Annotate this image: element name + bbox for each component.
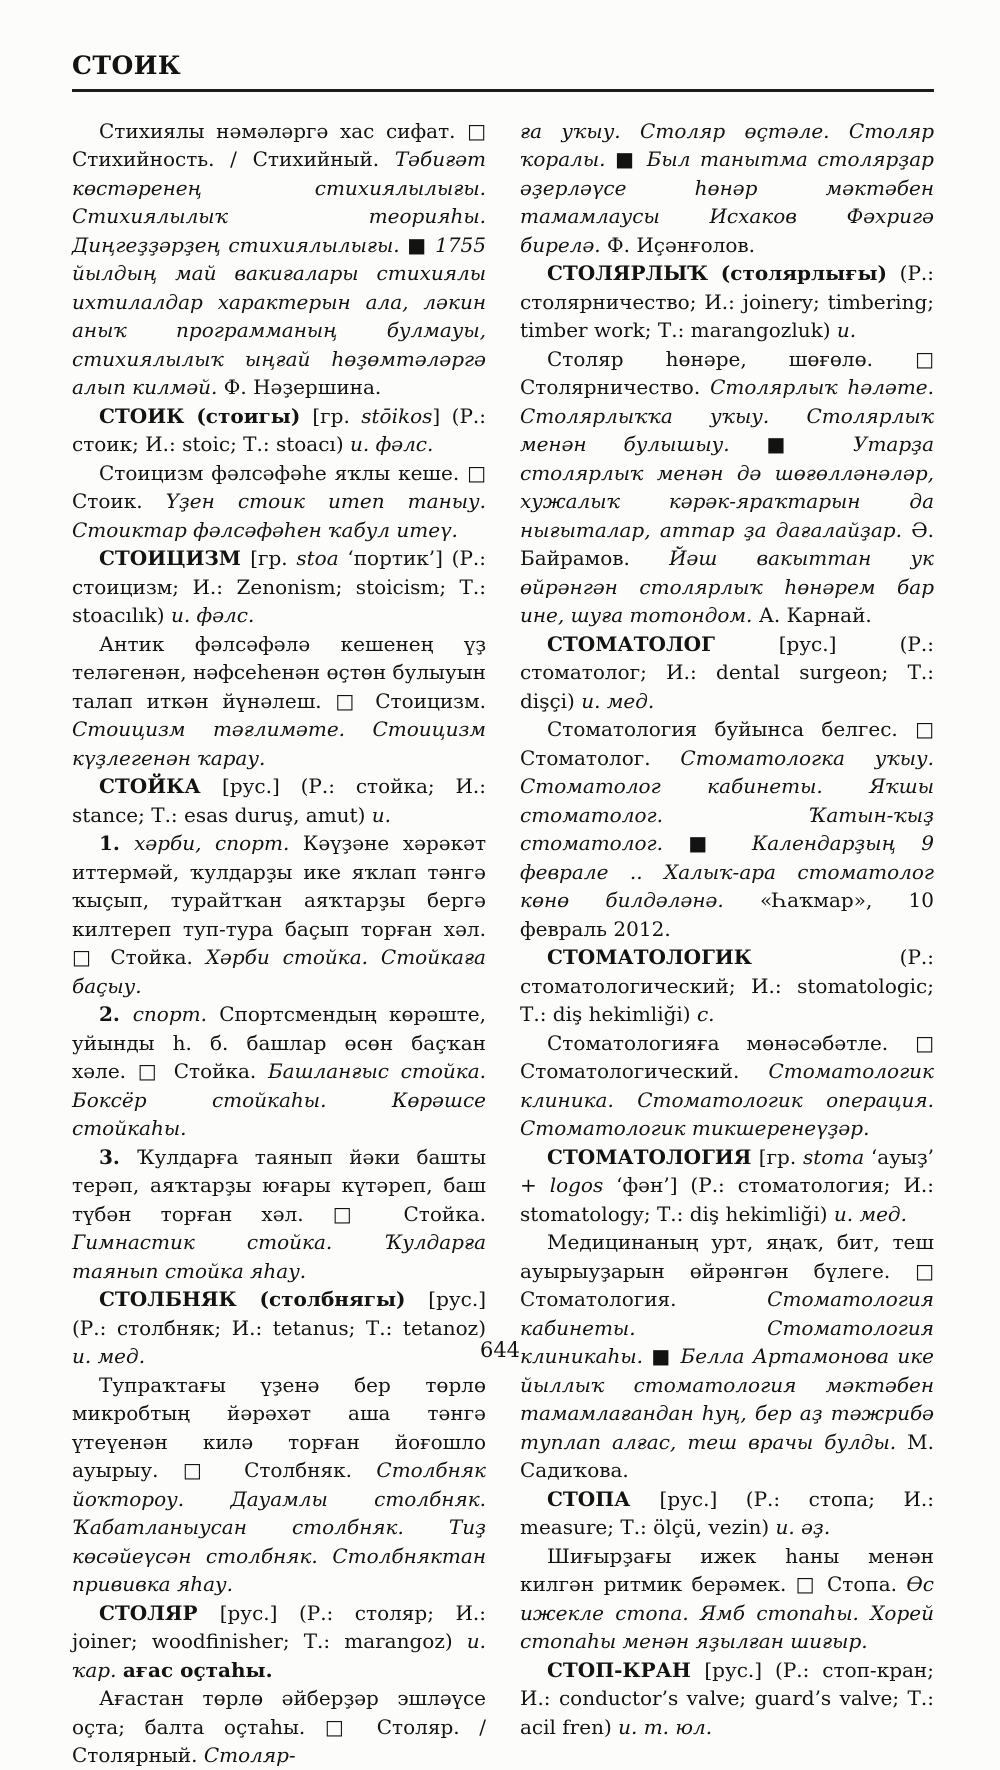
text-run: Столяр һөнәре, шөғөлө. □ Столярничество. bbox=[520, 346, 934, 399]
entry-stoika-sense-2 bbox=[72, 1000, 486, 1143]
entry-stolyar-definition bbox=[72, 1684, 486, 1770]
text-run: Тупраҡтағы үҙенә бер төрлө микробтың йәрәхәт аша тәнгә үтеүенән килә торған йоғошло ауырыу. □ Столбняк. bbox=[72, 1372, 486, 1482]
text-run: Стоматологка уҡыу. Стоматолог кабинеты. Яҡшы стоматолог. Ҡатын-ҡыҙ стоматолог. bbox=[520, 745, 934, 855]
entry-stoik-headword bbox=[72, 402, 486, 459]
entry-stomatolog-definition bbox=[520, 715, 934, 943]
text-run: 1755 йылдың май вакиғалары стихиялы ихтилалдар характерын ала, ләкин аныҡ программаның булмауы, стихиялылыҡ ыңғай һөҙөмтәләргә алып килмәй. bbox=[72, 232, 486, 399]
text-run: Утарҙа столярлыҡ менән дә шөғөлләнәләр, хужалыҡ кәрәк-яраҡтарын да нығыталар, аттар ҙа дағалайҙар. bbox=[520, 432, 934, 542]
entry-stomatologik-definition bbox=[520, 1029, 934, 1143]
text-run: Гимнастик стойка. Ҡулдарға таянып стойка яһау. bbox=[72, 1230, 486, 1283]
text-run: Столяр- bbox=[203, 1743, 296, 1767]
entry-stop-kran-headword bbox=[520, 1656, 934, 1742]
page-number: 644 bbox=[479, 1338, 521, 1362]
text-run: Йәш вакыттан ук өйрәнгән столярлыҡ һөнәрем бар ине, шуға тотондом. bbox=[520, 546, 934, 627]
text-run: Кәүҙәне хәрәкәт иттермәй, ҡулдарҙы ике яҡлап тәнгә ҡыҫып, турайтҡан аяҡтарҙы бергә килтереп туп-тура баҫып торған хәл. □ Стойка. bbox=[72, 831, 487, 969]
text-run: stoa bbox=[296, 546, 339, 570]
text-run: Был танытма столярҙар әҙерләүсе һөнәр мәктәбен тамамлаусы Исхаков Фәхригә бирелә. bbox=[520, 147, 934, 257]
text-run: Ағастан төрлө әйберҙәр эшләүсе оҫта; балта оҫтаһы. □ Столяр. / Столярный. bbox=[72, 1686, 486, 1767]
text-run: ] (Р.: стоик; И.: stoic; Т.: stoacı) bbox=[72, 403, 486, 456]
entry-stoika-sense-1 bbox=[72, 829, 486, 1000]
text-run: [рус.] (Р.: стопа; И.: measure; Т.: ölçü, vezin) bbox=[520, 1486, 934, 1539]
text-run: [рус.] (Р.: столяр; И.: joiner; woodfinisher; Т.: marangoz) bbox=[72, 1600, 487, 1653]
text-run: ■ bbox=[651, 1344, 681, 1368]
text-run: Спортсмендың көрәште, уйынды һ. б. башлар өсөн баҫҡан хәле. □ Стойка. bbox=[72, 1002, 486, 1083]
entry-stopa-headword bbox=[520, 1485, 934, 1542]
text-run: Стоматологияға мөнәсәбәтле. □ Стоматологический. bbox=[520, 1030, 934, 1083]
text-run: Хәрби стойка. Стойкаға баҫыу. bbox=[72, 945, 486, 998]
text-run: ‘ауыҙ’ + bbox=[520, 1144, 934, 1197]
entry-stolbnyak-definition bbox=[72, 1371, 486, 1599]
entry-stomatologiya-headword bbox=[520, 1143, 934, 1229]
text-run: и. мед. bbox=[833, 1201, 907, 1226]
text-run: ■ bbox=[407, 232, 436, 257]
text-run: Стоицизм тәғлимәте. Стоицизм күҙлегенән ҡарау. bbox=[72, 717, 486, 770]
text-run: Антик фәлсәфәлә кешенең үҙ теләгенән, нәфсеһенән өҫтөн булыуын талап иткән йүнәлеш. □ Стоицизм. bbox=[72, 631, 486, 713]
text-run: СТОПА bbox=[547, 1486, 660, 1511]
text-run: Календарҙың 9 феврале .. Халыҡ-ара стоматолог көнө билдәләнә. bbox=[520, 831, 934, 912]
text-run: СТОЛЯР bbox=[99, 1600, 220, 1625]
text-columns bbox=[72, 117, 934, 1770]
text-run: [рус.] (Р.: стоп-кран; И.: conductor’s valve; guard’s valve; Т.: acil fren) bbox=[520, 1657, 934, 1739]
entry-stoika-headword bbox=[72, 772, 486, 829]
text-run: СТОИЦИЗМ bbox=[99, 546, 251, 570]
text-run: Медицинаның урт, яңаҡ, бит, теш ауырыуҙарын өйрәнгән бүлеге. □ Стоматология. bbox=[520, 1230, 934, 1311]
text-run: ға уҡыу. Столяр өҫтәле. Столяр ҡоралы. bbox=[520, 118, 934, 171]
text-run: ■ bbox=[615, 147, 647, 171]
text-run: 1. bbox=[99, 831, 135, 855]
text-run: хәрби, спорт. bbox=[134, 831, 303, 855]
text-run: СТОМАТОЛОГ bbox=[547, 631, 779, 656]
header-rule bbox=[72, 89, 934, 92]
text-run: Стихиялы нәмәләргә хас сифат. □ Стихийность. / Стихийный. bbox=[72, 118, 486, 171]
text-run: М. Садиҡова. bbox=[520, 1429, 934, 1482]
text-run: Ә. Байрамов. bbox=[520, 517, 934, 570]
text-run: ■ bbox=[766, 432, 854, 456]
text-run: 3. bbox=[99, 1144, 137, 1169]
text-run: Ҡулдарға таянып йәки башты терәп, аяҡтарҙы юғары күтәреп, баш түбән торған хәл. □ Стойка. bbox=[72, 1144, 487, 1226]
text-run: 2. bbox=[99, 1002, 133, 1026]
text-run: Стоматологик клиника. Стоматологик операция. Стоматологик тикшеренеүҙәр. bbox=[520, 1059, 934, 1140]
entry-stomatolog-headword bbox=[520, 630, 934, 716]
text-run: [гр. bbox=[312, 403, 362, 428]
entry-stolyarlyk-definition bbox=[520, 345, 934, 630]
text-run: и. әҙ. bbox=[775, 1515, 831, 1539]
text-run: Ф. Нәҙершина. bbox=[223, 375, 382, 399]
right-column bbox=[520, 117, 934, 1770]
text-run: Столбняк йоҡтороу. Дауамлы столбняк. Ҡабатланыусан столбняк. Тиҙ көсәйеүсән столбняк. Столбняктан прививка яһау. bbox=[72, 1458, 486, 1596]
text-run: СТОЙКА bbox=[99, 774, 223, 798]
text-run: Башланғыс стойка. Боксёр стойкаһы. Көрәшсе стойкаһы. bbox=[72, 1059, 486, 1140]
text-run: Столярлыҡ һәләте. Столярлыҡҡа уҡыу. Столярлыҡ менән булышыу. bbox=[520, 375, 934, 456]
text-run: «Һаҡмар», 10 февраль 2012. bbox=[520, 888, 934, 941]
text-run: и. ҡар. bbox=[72, 1629, 486, 1682]
text-run: Өс ижекле стопа. Ямб стопаһы. Хорей стопаһы менән яҙылған шиғыр. bbox=[520, 1572, 934, 1653]
text-run: [рус.] (Р.: столбняк; И.: tetanus; Т.: tetanoz) bbox=[72, 1287, 486, 1340]
text-run: А. Карнай. bbox=[758, 603, 872, 627]
entry-stoika-sense-3 bbox=[72, 1143, 486, 1286]
text-run: Үҙен стоик итеп таныу. Стоиктар фәлсәфәһен ҡабул итеү. bbox=[72, 489, 486, 542]
entry-stolyarlyk-headword bbox=[520, 259, 934, 345]
text-run: СТОП-КРАН bbox=[547, 1657, 705, 1682]
entry-stolyar-headword bbox=[72, 1599, 486, 1685]
text-run: Стоматология буйынса белгес. □ Стоматолог. bbox=[520, 717, 934, 770]
text-run: и. т. юл. bbox=[618, 1714, 713, 1739]
entry-stoitsizm-definition bbox=[72, 630, 486, 773]
text-run: с. bbox=[696, 1002, 715, 1026]
text-run: Ф. Иҫәнғолов. bbox=[607, 232, 756, 257]
text-run: [рус.] (Р.: стойка; И.: stance; Т.: esas duruş, amut) bbox=[72, 774, 486, 827]
text-run: Белла Артамонова ике йыллыҡ стоматология мәктәбен тамамлағандан һуң, бер аҙ тәжрибә туплап алғас, теш врачы булды. bbox=[520, 1344, 934, 1454]
text-run: Тәбиғәт көстәренең стихиялылығы. Стихиялылыҡ теорияһы. Диңгеҙҙәрҙең стихиялылығы. bbox=[72, 147, 486, 257]
text-run: СТОИК (стоигы) bbox=[99, 403, 313, 428]
text-run: (Р.: стоматологический; И.: stomatologic; Т.: diş hekimliği) bbox=[520, 945, 934, 1026]
continuation-stikhiyalylyk-def bbox=[72, 117, 486, 402]
text-run: и. bbox=[836, 318, 857, 342]
text-run: Стоматология кабинеты. Стоматология клиникаһы. bbox=[520, 1287, 934, 1368]
text-run: ‘портик’] (Р.: стоицизм; И.: Zenonism; stoicism; Т.: stoacılık) bbox=[72, 546, 486, 627]
text-run: ‘фән’] (Р.: стоматология; И.: stomatology; Т.: diş hekimliği) bbox=[520, 1173, 934, 1226]
text-run: [гр. bbox=[758, 1144, 803, 1169]
text-run: stōikos bbox=[361, 403, 433, 428]
text-run: и. мед. bbox=[581, 688, 655, 713]
text-run: СТОМАТОЛОГИК bbox=[547, 945, 900, 969]
text-run: (Р.: столярничество; И.: joinery; timbering; timber work; Т.: marangozluk) bbox=[520, 261, 934, 342]
entry-stoik-definition bbox=[72, 459, 486, 545]
text-run: и. фәлс. bbox=[349, 432, 434, 456]
text-run: и. bbox=[371, 802, 391, 827]
text-run: [гр. bbox=[250, 546, 297, 570]
text-run: и. фәлс. bbox=[170, 603, 255, 627]
text-run: Шиғырҙағы ижек һаны менән килгән ритмик берәмек. □ Стопа. bbox=[520, 1543, 934, 1596]
text-run: СТОЛБНЯК (столбнягы) bbox=[99, 1287, 429, 1311]
text-run: и. мед. bbox=[72, 1344, 146, 1368]
entry-stomatologik-headword bbox=[520, 943, 934, 1029]
entry-stoitsizm-headword bbox=[72, 544, 486, 630]
text-run: logos bbox=[549, 1173, 604, 1197]
text-run: [рус.] (Р.: стоматолог; И.: dental surgeon; Т.: dişçi) bbox=[520, 631, 934, 713]
text-run: спорт. bbox=[132, 1002, 220, 1026]
text-run: СТОМАТОЛОГИЯ bbox=[547, 1144, 759, 1169]
text-run: stoma bbox=[802, 1144, 865, 1169]
left-column bbox=[72, 117, 486, 1770]
text-run: Стоицизм фәлсәфәһе яҡлы кеше. □ Стоик. bbox=[72, 460, 486, 513]
page-body bbox=[72, 52, 934, 1770]
text-run: СТОЛЯРЛЫҠ (столярлығы) bbox=[547, 261, 900, 285]
text-run: ■ bbox=[688, 831, 752, 855]
entry-stolyar-definition-continued bbox=[520, 117, 934, 260]
running-head: СТОИК bbox=[72, 51, 182, 80]
text-run: ағас оҫтаһы. bbox=[122, 1657, 273, 1682]
entry-stopa-definition bbox=[520, 1542, 934, 1656]
